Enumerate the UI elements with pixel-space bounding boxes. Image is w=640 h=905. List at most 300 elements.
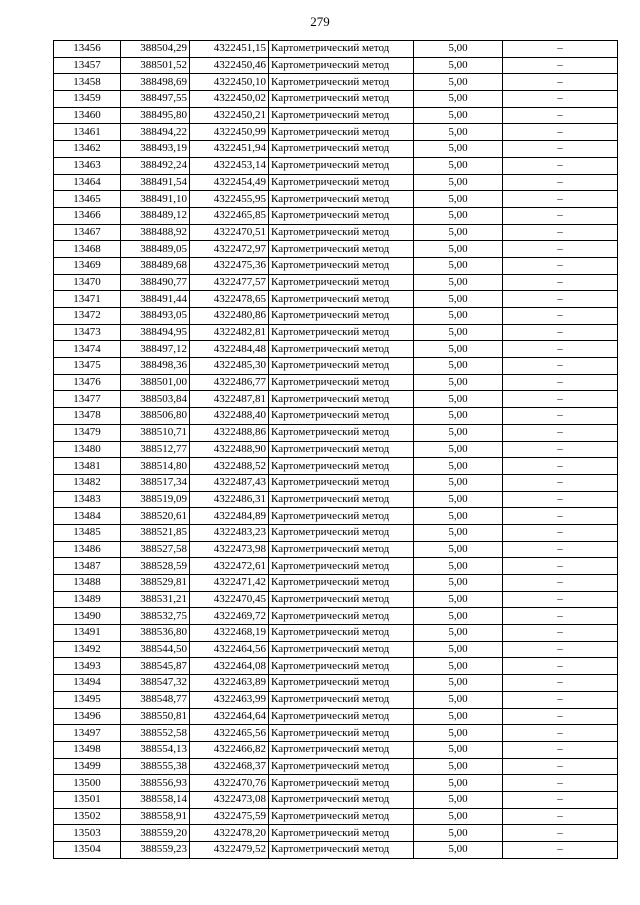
table-row	[54, 124, 618, 141]
table-row	[54, 391, 618, 408]
note-cell: –	[503, 291, 618, 308]
note-cell: –	[503, 74, 618, 91]
accuracy-cell: 5,00	[414, 491, 503, 508]
point-number-cell: 13461	[54, 124, 121, 141]
accuracy-cell: 5,00	[414, 358, 503, 375]
method-cell: Картометрический метод	[269, 758, 414, 775]
point-number-cell: 13493	[54, 658, 121, 675]
point-number-cell: 13456	[54, 41, 121, 58]
table-row	[54, 341, 618, 358]
method-cell: Картометрический метод	[269, 257, 414, 274]
method-cell: Картометрический метод	[269, 191, 414, 208]
table-row	[54, 74, 618, 91]
table-row	[54, 224, 618, 241]
note-cell: –	[503, 424, 618, 441]
y-coordinate-cell: 4322488,86	[190, 424, 269, 441]
note-cell: –	[503, 591, 618, 608]
accuracy-cell: 5,00	[414, 791, 503, 808]
point-number-cell: 13490	[54, 608, 121, 625]
table-row	[54, 608, 618, 625]
note-cell: –	[503, 141, 618, 158]
point-number-cell: 13458	[54, 74, 121, 91]
x-coordinate-cell: 388527,58	[121, 541, 190, 558]
method-cell: Картометрический метод	[269, 725, 414, 742]
point-number-cell: 13463	[54, 157, 121, 174]
point-number-cell: 13479	[54, 424, 121, 441]
y-coordinate-cell: 4322488,90	[190, 441, 269, 458]
method-cell: Картометрический метод	[269, 591, 414, 608]
accuracy-cell: 5,00	[414, 41, 503, 58]
note-cell: –	[503, 57, 618, 74]
accuracy-cell: 5,00	[414, 91, 503, 108]
x-coordinate-cell: 388512,77	[121, 441, 190, 458]
note-cell: –	[503, 691, 618, 708]
note-cell: –	[503, 558, 618, 575]
method-cell: Картометрический метод	[269, 658, 414, 675]
table-row	[54, 191, 618, 208]
y-coordinate-cell: 4322451,15	[190, 41, 269, 58]
method-cell: Картометрический метод	[269, 491, 414, 508]
table-row	[54, 775, 618, 792]
note-cell: –	[503, 207, 618, 224]
point-number-cell: 13480	[54, 441, 121, 458]
note-cell: –	[503, 608, 618, 625]
accuracy-cell: 5,00	[414, 74, 503, 91]
table-row	[54, 141, 618, 158]
y-coordinate-cell: 4322487,81	[190, 391, 269, 408]
accuracy-cell: 5,00	[414, 291, 503, 308]
table-row	[54, 842, 618, 859]
y-coordinate-cell: 4322463,89	[190, 675, 269, 692]
table-row	[54, 708, 618, 725]
accuracy-cell: 5,00	[414, 458, 503, 475]
y-coordinate-cell: 4322487,43	[190, 474, 269, 491]
note-cell: –	[503, 791, 618, 808]
note-cell: –	[503, 641, 618, 658]
x-coordinate-cell: 388491,10	[121, 191, 190, 208]
y-coordinate-cell: 4322479,52	[190, 842, 269, 859]
point-number-cell: 13503	[54, 825, 121, 842]
note-cell: –	[503, 274, 618, 291]
method-cell: Картометрический метод	[269, 541, 414, 558]
y-coordinate-cell: 4322468,37	[190, 758, 269, 775]
point-number-cell: 13467	[54, 224, 121, 241]
table-row	[54, 308, 618, 325]
y-coordinate-cell: 4322450,99	[190, 124, 269, 141]
x-coordinate-cell: 388503,84	[121, 391, 190, 408]
note-cell: –	[503, 257, 618, 274]
table-row	[54, 825, 618, 842]
point-number-cell: 13474	[54, 341, 121, 358]
x-coordinate-cell: 388489,68	[121, 257, 190, 274]
point-number-cell: 13476	[54, 374, 121, 391]
note-cell: –	[503, 808, 618, 825]
x-coordinate-cell: 388494,95	[121, 324, 190, 341]
accuracy-cell: 5,00	[414, 141, 503, 158]
point-number-cell: 13468	[54, 241, 121, 258]
method-cell: Картометрический метод	[269, 842, 414, 859]
point-number-cell: 13484	[54, 508, 121, 525]
method-cell: Картометрический метод	[269, 474, 414, 491]
point-number-cell: 13500	[54, 775, 121, 792]
x-coordinate-cell: 388492,24	[121, 157, 190, 174]
table-row	[54, 625, 618, 642]
x-coordinate-cell: 388545,87	[121, 658, 190, 675]
x-coordinate-cell: 388488,92	[121, 224, 190, 241]
method-cell: Картометрический метод	[269, 741, 414, 758]
method-cell: Картометрический метод	[269, 91, 414, 108]
y-coordinate-cell: 4322482,81	[190, 324, 269, 341]
point-number-cell: 13477	[54, 391, 121, 408]
y-coordinate-cell: 4322468,19	[190, 625, 269, 642]
x-coordinate-cell: 388558,14	[121, 791, 190, 808]
method-cell: Картометрический метод	[269, 391, 414, 408]
table-body	[54, 41, 618, 859]
accuracy-cell: 5,00	[414, 274, 503, 291]
x-coordinate-cell: 388490,77	[121, 274, 190, 291]
y-coordinate-cell: 4322488,52	[190, 458, 269, 475]
x-coordinate-cell: 388519,09	[121, 491, 190, 508]
point-number-cell: 13483	[54, 491, 121, 508]
y-coordinate-cell: 4322478,65	[190, 291, 269, 308]
method-cell: Картометрический метод	[269, 441, 414, 458]
x-coordinate-cell: 388521,85	[121, 524, 190, 541]
x-coordinate-cell: 388556,93	[121, 775, 190, 792]
point-number-cell: 13466	[54, 207, 121, 224]
x-coordinate-cell: 388491,54	[121, 174, 190, 191]
coordinates-table	[53, 40, 618, 859]
y-coordinate-cell: 4322486,77	[190, 374, 269, 391]
x-coordinate-cell: 388501,00	[121, 374, 190, 391]
y-coordinate-cell: 4322475,59	[190, 808, 269, 825]
note-cell: –	[503, 825, 618, 842]
method-cell: Картометрический метод	[269, 341, 414, 358]
accuracy-cell: 5,00	[414, 675, 503, 692]
method-cell: Картометрический метод	[269, 308, 414, 325]
note-cell: –	[503, 758, 618, 775]
accuracy-cell: 5,00	[414, 224, 503, 241]
method-cell: Картометрический метод	[269, 41, 414, 58]
point-number-cell: 13491	[54, 625, 121, 642]
table-row	[54, 174, 618, 191]
x-coordinate-cell: 388558,91	[121, 808, 190, 825]
point-number-cell: 13492	[54, 641, 121, 658]
y-coordinate-cell: 4322486,31	[190, 491, 269, 508]
x-coordinate-cell: 388528,59	[121, 558, 190, 575]
y-coordinate-cell: 4322455,95	[190, 191, 269, 208]
method-cell: Картометрический метод	[269, 424, 414, 441]
accuracy-cell: 5,00	[414, 107, 503, 124]
accuracy-cell: 5,00	[414, 441, 503, 458]
accuracy-cell: 5,00	[414, 541, 503, 558]
page-number: 279	[310, 14, 330, 29]
accuracy-cell: 5,00	[414, 157, 503, 174]
method-cell: Картометрический метод	[269, 575, 414, 592]
point-number-cell: 13471	[54, 291, 121, 308]
y-coordinate-cell: 4322465,85	[190, 207, 269, 224]
table-row	[54, 474, 618, 491]
accuracy-cell: 5,00	[414, 625, 503, 642]
note-cell: –	[503, 191, 618, 208]
note-cell: –	[503, 474, 618, 491]
note-cell: –	[503, 625, 618, 642]
accuracy-cell: 5,00	[414, 641, 503, 658]
x-coordinate-cell: 388544,50	[121, 641, 190, 658]
y-coordinate-cell: 4322466,82	[190, 741, 269, 758]
point-number-cell: 13481	[54, 458, 121, 475]
y-coordinate-cell: 4322472,97	[190, 241, 269, 258]
x-coordinate-cell: 388491,44	[121, 291, 190, 308]
method-cell: Картометрический метод	[269, 57, 414, 74]
point-number-cell: 13457	[54, 57, 121, 74]
point-number-cell: 13488	[54, 575, 121, 592]
y-coordinate-cell: 4322450,46	[190, 57, 269, 74]
table-row	[54, 57, 618, 74]
point-number-cell: 13469	[54, 257, 121, 274]
y-coordinate-cell: 4322473,08	[190, 791, 269, 808]
point-number-cell: 13470	[54, 274, 121, 291]
method-cell: Картометрический метод	[269, 224, 414, 241]
point-number-cell: 13460	[54, 107, 121, 124]
note-cell: –	[503, 708, 618, 725]
table-row	[54, 658, 618, 675]
note-cell: –	[503, 725, 618, 742]
point-number-cell: 13502	[54, 808, 121, 825]
table-row	[54, 207, 618, 224]
accuracy-cell: 5,00	[414, 808, 503, 825]
y-coordinate-cell: 4322465,56	[190, 725, 269, 742]
accuracy-cell: 5,00	[414, 408, 503, 425]
point-number-cell: 13504	[54, 842, 121, 859]
table-row	[54, 291, 618, 308]
x-coordinate-cell: 388493,19	[121, 141, 190, 158]
y-coordinate-cell: 4322450,02	[190, 91, 269, 108]
table-row	[54, 524, 618, 541]
method-cell: Картометрический метод	[269, 608, 414, 625]
note-cell: –	[503, 675, 618, 692]
note-cell: –	[503, 174, 618, 191]
method-cell: Картометрический метод	[269, 508, 414, 525]
x-coordinate-cell: 388550,81	[121, 708, 190, 725]
note-cell: –	[503, 842, 618, 859]
method-cell: Картометрический метод	[269, 358, 414, 375]
x-coordinate-cell: 388552,58	[121, 725, 190, 742]
table-row	[54, 591, 618, 608]
table-row	[54, 424, 618, 441]
y-coordinate-cell: 4322483,23	[190, 524, 269, 541]
table-row	[54, 508, 618, 525]
x-coordinate-cell: 388501,52	[121, 57, 190, 74]
method-cell: Картометрический метод	[269, 174, 414, 191]
method-cell: Картометрический метод	[269, 274, 414, 291]
y-coordinate-cell: 4322464,08	[190, 658, 269, 675]
y-coordinate-cell: 4322478,20	[190, 825, 269, 842]
point-number-cell: 13482	[54, 474, 121, 491]
method-cell: Картометрический метод	[269, 641, 414, 658]
method-cell: Картометрический метод	[269, 691, 414, 708]
point-number-cell: 13489	[54, 591, 121, 608]
x-coordinate-cell: 388520,61	[121, 508, 190, 525]
accuracy-cell: 5,00	[414, 741, 503, 758]
point-number-cell: 13485	[54, 524, 121, 541]
point-number-cell: 13494	[54, 675, 121, 692]
method-cell: Картометрический метод	[269, 558, 414, 575]
accuracy-cell: 5,00	[414, 591, 503, 608]
note-cell: –	[503, 508, 618, 525]
y-coordinate-cell: 4322472,61	[190, 558, 269, 575]
accuracy-cell: 5,00	[414, 708, 503, 725]
x-coordinate-cell: 388494,22	[121, 124, 190, 141]
method-cell: Картометрический метод	[269, 708, 414, 725]
point-number-cell: 13499	[54, 758, 121, 775]
y-coordinate-cell: 4322484,89	[190, 508, 269, 525]
y-coordinate-cell: 4322484,48	[190, 341, 269, 358]
table-row	[54, 408, 618, 425]
note-cell: –	[503, 775, 618, 792]
x-coordinate-cell: 388554,13	[121, 741, 190, 758]
table-row	[54, 575, 618, 592]
method-cell: Картометрический метод	[269, 625, 414, 642]
accuracy-cell: 5,00	[414, 842, 503, 859]
point-number-cell: 13486	[54, 541, 121, 558]
table-row	[54, 725, 618, 742]
method-cell: Картометрический метод	[269, 207, 414, 224]
accuracy-cell: 5,00	[414, 191, 503, 208]
accuracy-cell: 5,00	[414, 558, 503, 575]
accuracy-cell: 5,00	[414, 308, 503, 325]
table-row	[54, 741, 618, 758]
x-coordinate-cell: 388498,36	[121, 358, 190, 375]
method-cell: Картометрический метод	[269, 458, 414, 475]
point-number-cell: 13464	[54, 174, 121, 191]
accuracy-cell: 5,00	[414, 725, 503, 742]
accuracy-cell: 5,00	[414, 424, 503, 441]
x-coordinate-cell: 388489,05	[121, 241, 190, 258]
table-row	[54, 491, 618, 508]
note-cell: –	[503, 241, 618, 258]
y-coordinate-cell: 4322469,72	[190, 608, 269, 625]
table-row	[54, 274, 618, 291]
note-cell: –	[503, 658, 618, 675]
method-cell: Картометрический метод	[269, 791, 414, 808]
point-number-cell: 13501	[54, 791, 121, 808]
method-cell: Картометрический метод	[269, 374, 414, 391]
x-coordinate-cell: 388517,34	[121, 474, 190, 491]
table-row	[54, 358, 618, 375]
accuracy-cell: 5,00	[414, 324, 503, 341]
x-coordinate-cell: 388495,80	[121, 107, 190, 124]
note-cell: –	[503, 391, 618, 408]
table-row	[54, 107, 618, 124]
point-number-cell: 13497	[54, 725, 121, 742]
y-coordinate-cell: 4322480,86	[190, 308, 269, 325]
accuracy-cell: 5,00	[414, 474, 503, 491]
accuracy-cell: 5,00	[414, 341, 503, 358]
method-cell: Картометрический метод	[269, 141, 414, 158]
accuracy-cell: 5,00	[414, 524, 503, 541]
table-row	[54, 558, 618, 575]
table-row	[54, 91, 618, 108]
table-row	[54, 441, 618, 458]
x-coordinate-cell: 388493,05	[121, 308, 190, 325]
table-row	[54, 41, 618, 58]
note-cell: –	[503, 41, 618, 58]
point-number-cell: 13472	[54, 308, 121, 325]
method-cell: Картометрический метод	[269, 157, 414, 174]
point-number-cell: 13498	[54, 741, 121, 758]
accuracy-cell: 5,00	[414, 758, 503, 775]
y-coordinate-cell: 4322470,45	[190, 591, 269, 608]
method-cell: Картометрический метод	[269, 524, 414, 541]
y-coordinate-cell: 4322470,76	[190, 775, 269, 792]
note-cell: –	[503, 358, 618, 375]
y-coordinate-cell: 4322470,51	[190, 224, 269, 241]
x-coordinate-cell: 388536,80	[121, 625, 190, 642]
x-coordinate-cell: 388497,55	[121, 91, 190, 108]
method-cell: Картометрический метод	[269, 291, 414, 308]
y-coordinate-cell: 4322464,56	[190, 641, 269, 658]
accuracy-cell: 5,00	[414, 775, 503, 792]
y-coordinate-cell: 4322463,99	[190, 691, 269, 708]
x-coordinate-cell: 388531,21	[121, 591, 190, 608]
note-cell: –	[503, 524, 618, 541]
point-number-cell: 13462	[54, 141, 121, 158]
point-number-cell: 13465	[54, 191, 121, 208]
method-cell: Картометрический метод	[269, 675, 414, 692]
table-row	[54, 458, 618, 475]
point-number-cell: 13478	[54, 408, 121, 425]
accuracy-cell: 5,00	[414, 241, 503, 258]
point-number-cell: 13495	[54, 691, 121, 708]
note-cell: –	[503, 224, 618, 241]
x-coordinate-cell: 388504,29	[121, 41, 190, 58]
note-cell: –	[503, 324, 618, 341]
y-coordinate-cell: 4322450,21	[190, 107, 269, 124]
method-cell: Картометрический метод	[269, 775, 414, 792]
accuracy-cell: 5,00	[414, 174, 503, 191]
note-cell: –	[503, 458, 618, 475]
accuracy-cell: 5,00	[414, 374, 503, 391]
y-coordinate-cell: 4322485,30	[190, 358, 269, 375]
y-coordinate-cell: 4322454,49	[190, 174, 269, 191]
x-coordinate-cell: 388497,12	[121, 341, 190, 358]
accuracy-cell: 5,00	[414, 57, 503, 74]
note-cell: –	[503, 374, 618, 391]
accuracy-cell: 5,00	[414, 608, 503, 625]
x-coordinate-cell: 388548,77	[121, 691, 190, 708]
note-cell: –	[503, 408, 618, 425]
y-coordinate-cell: 4322451,94	[190, 141, 269, 158]
method-cell: Картометрический метод	[269, 808, 414, 825]
method-cell: Картометрический метод	[269, 74, 414, 91]
note-cell: –	[503, 341, 618, 358]
accuracy-cell: 5,00	[414, 207, 503, 224]
table-row	[54, 374, 618, 391]
accuracy-cell: 5,00	[414, 691, 503, 708]
point-number-cell: 13475	[54, 358, 121, 375]
y-coordinate-cell: 4322464,64	[190, 708, 269, 725]
x-coordinate-cell: 388547,32	[121, 675, 190, 692]
y-coordinate-cell: 4322477,57	[190, 274, 269, 291]
y-coordinate-cell: 4322473,98	[190, 541, 269, 558]
y-coordinate-cell: 4322471,42	[190, 575, 269, 592]
table-row	[54, 808, 618, 825]
x-coordinate-cell: 388510,71	[121, 424, 190, 441]
table-row	[54, 641, 618, 658]
x-coordinate-cell: 388559,23	[121, 842, 190, 859]
table-row	[54, 791, 618, 808]
accuracy-cell: 5,00	[414, 658, 503, 675]
